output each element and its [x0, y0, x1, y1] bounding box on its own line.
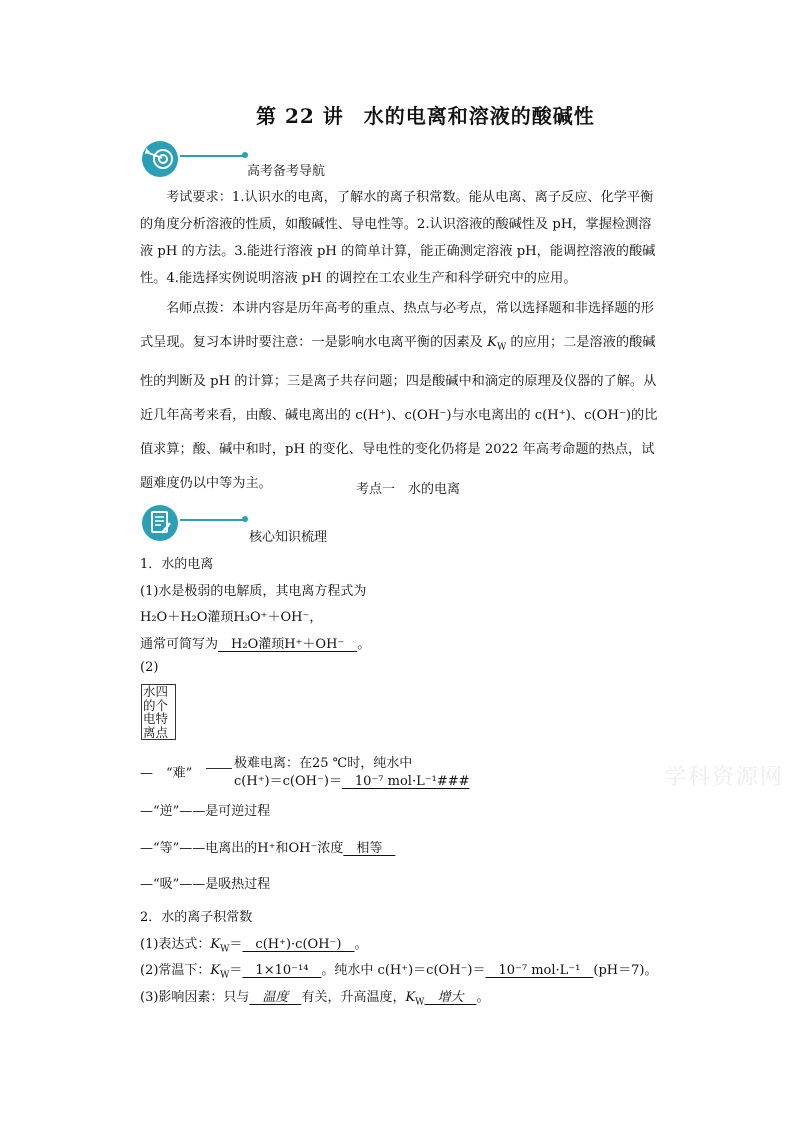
equation-line: H₂O＋H₂O灌顼H₃O⁺＋OH⁻， [140, 610, 323, 625]
feature-deng: —“等”——电离出的H⁺和OH⁻浓度 相等 [140, 841, 396, 856]
page-title [256, 100, 595, 129]
divider-dot [242, 516, 248, 522]
feature-nan-bottom: c(H⁺)＝c(OH⁻)＝ 10⁻⁷ mol·L⁻¹### [234, 774, 470, 789]
heading-ion-product: 2．水的离子积常数 [140, 910, 253, 925]
divider-dot [242, 152, 248, 158]
feature-xi: —“吸”——是吸热过程 [140, 877, 271, 892]
four-features-box: 水四 的个 电特 离点 [141, 684, 176, 740]
exam-requirements: 考试要求：1.认识水的电离，了解水的离子积常数。能从电离、离子反应、化学平衡的角度分析溶液的性质，如酸碱性、导电性等。2.认识溶液的酸碱性及 pH，掌握检测溶液 pH 的方法。3.能进行溶液 pH 的简单计算，能正确测定溶液 pH，能调控溶液的酸碱性。4.能选择实例说明溶液 pH 的调控在工农业生产和科学研究中的应用。 [140, 190, 656, 286]
text-line: (1)水是极弱的电解质，其电离方程式为 [140, 584, 367, 599]
teacher-tips: 名师点拨：本讲内容是历年高考的重点、热点与必考点，常以选择题和非选择题的形式呈现。复习本讲时要注意：一是影响水电离平衡的因素及 $K_W$ 的应用；二是溶液的酸碱性的判断及 pH 的计算；三是离子共存问题；四是酸碱中和滴定的原理及仪器的了解。从近几年高考来看，由酸、碱电离出的 c(H⁺)、c(OH⁻)与水电离出的 c(H⁺)、c(OH⁻)的比值求算；酸、碱中和时，pH 的变化、导电性的变化仍将是 2022 年高考命题的热点，试题难度仍以中等为主。 [140, 301, 658, 491]
feature-ni: —“逆”——是可逆过程 [140, 804, 271, 819]
connector-line [206, 768, 232, 769]
section-title-guide: 高考备考导航 [247, 164, 326, 179]
feature-nan-top: 极难电离：在25 ℃时，纯水中 [234, 756, 413, 771]
section-divider [180, 519, 244, 521]
lecture-number: 第 22 讲 [256, 104, 344, 128]
watermark: 学科资源网 [664, 765, 785, 790]
kw-room-temp: (2)常温下：$K_W=$ 1×10⁻¹⁴ 。纯水中 c(H⁺)＝c(OH⁻)＝ 10⁻⁷ mol·L⁻¹ (pH＝7)。 [140, 963, 658, 981]
text-line: 通常可简写为 H₂O灌顼H⁺＋OH⁻ 。 [140, 637, 371, 652]
text-line: (2) [140, 660, 159, 675]
target-icon [140, 139, 180, 179]
kw-factors: (3)影响因素：只与 温度 有关，升高温度，$K_W$ 增大 。 [140, 990, 490, 1008]
kw-expression: (1)表达式：$K_W=$ c(H⁺)·c(OH⁻) 。 [140, 937, 368, 955]
topic-heading: 考点一 水的电离 [356, 482, 461, 497]
feature-label-nan: — “难” [140, 766, 193, 781]
section-title-knowledge: 核心知识梳理 [249, 530, 328, 545]
notes-icon [140, 503, 180, 543]
section-divider [180, 155, 244, 157]
heading-water-ionization: 1．水的电离 [140, 557, 214, 572]
lecture-topic: 水的电离和溶液的酸碱性 [363, 104, 595, 128]
